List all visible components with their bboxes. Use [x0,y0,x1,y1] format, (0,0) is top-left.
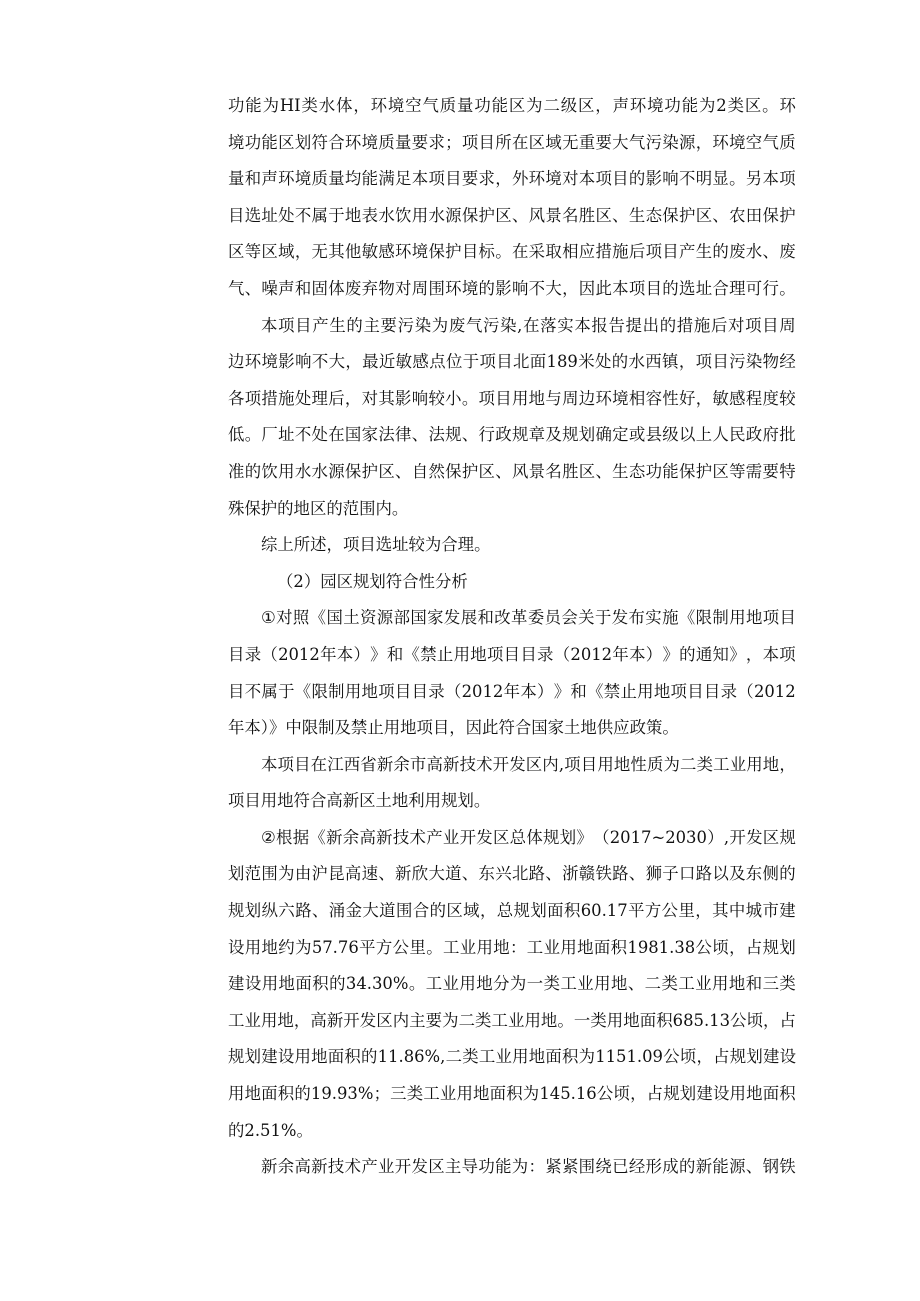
text-line: 规 划 纵 六 路 、 涌 金 大 道 围 合 的 区 域 ， 总 规 划 面 积 60.17 平 方 公 里 ， 其 中 城 市 建 [228,901,796,921]
text-line: 殊保护的地区的范围内。 [228,498,409,518]
text-line: 用 地 面 积 的 19.93% ； 三 类 工 业 用 地 面 积 为 145.16 公 顷 ， 占 规 划 建 设 用 地 面 积 [228,1084,796,1104]
text-line: 本 项 目 在 江 西 省 新 余 市 高 新 技 术 开 发 区 内 , 项 目 用 地 性 质 为 二 类 工 业 用 地 ， [261,754,796,774]
text-line: 各 项 措 施 处 理 后 ， 对 其 影 响 较 小 。 项 目 用 地 与 周 边 环 境 相 容 性 好 ， 敏 感 程 度 较 [228,388,796,408]
text-line: 边 环 境 影 响 不 大 ， 最 近 敏 感 点 位 于 项 目 北 面 189 米 处 的 水 西 镇 ， 项 目 污 染 物 经 [228,352,796,372]
document-body [228,88,796,1186]
text-line: （2）园区规划符合性分析 [277,571,468,591]
text-line: 设 用 地 约 为 57.76 平 方 公 里 。 工 业 用 地 ： 工 业 用 地 面 积 1981.38 公 顷 ， 占 规 划 [228,937,796,957]
text-line: 项目用地符合高新区土地利用规划。 [228,791,491,811]
text-line: 本 项 目 产 生 的 主 要 污 染 为 废 气 污 染 , 在 落 实 本 报 告 提 出 的 措 施 后 对 项 目 周 [261,315,796,335]
text-line: 划 范 围 为 由 沪 昆 高 速 、 新 欣 大 道 、 东 兴 北 路 、 浙 赣 铁 路 、 狮 子 口 路 以 及 东 侧 的 [228,864,796,884]
text-line: ② 根 据 《 新 余 高 新 技 术 产 业 开 发 区 总 体 规 划 》 （ 2017~2030 ） , 开 发 区 规 [261,827,796,847]
text-line: 综上所述，项目选址较为合理。 [261,535,491,555]
text-line: 境 功 能 区 划 符 合 环 境 质 量 要 求 ； 项 目 所 在 区 域 无 重 要 大 气 污 染 源 ， 环 境 空 气 质 [228,132,796,152]
text-line: 新 余 高 新 技 术 产 业 开 发 区 主 导 功 能 为 ： 紧 紧 围 绕 已 经 形 成 的 新 能 源 、 钢 铁 [261,1157,796,1177]
text-line: 准 的 饮 用 水 水 源 保 护 区 、 自 然 保 护 区 、 风 景 名 胜 区 、 生 态 功 能 保 护 区 等 需 要 特 [228,461,796,481]
text-line: 目 不 属 于 《 限 制 用 地 项 目 目 录 （ 2012 年 本 ） 》 和 《 禁 止 用 地 项 目 目 录 （ 2012 [228,681,796,701]
text-line: 规 划 建 设 用 地 面 积 的 11.86%, 二 类 工 业 用 地 面 积 为 1151.09 公 顷 ， 占 规 划 建 设 [228,1047,796,1067]
text-line: 目 选 址 处 不 属 于 地 表 水 饮 用 水 源 保 护 区 、 风 景 名 胜 区 、 生 态 保 护 区 、 农 田 保 护 [228,205,796,225]
text-line: 目 录 （ 2012 年 本 ） 》 和 《 禁 止 用 地 项 目 目 录 （ 2012 年 本 ） 》 的 通 知 》 ， 本 项 [228,644,796,664]
text-line: 工 业 用 地 ， 高 新 开 发 区 内 主 要 为 二 类 工 业 用 地 。 一 类 用 地 面 积 685.13 公 顷 ， 占 [228,1010,796,1030]
text-line: 量 和 声 环 境 质 量 均 能 满 足 本 项 目 要 求 ， 外 环 境 对 本 项 目 的 影 响 不 明 显 。 另 本 项 [228,169,796,189]
text-line: 区 等 区 域 ， 无 其 他 敏 感 环 境 保 护 目 标 。 在 采 取 相 应 措 施 后 项 目 产 生 的 废 水 、 废 [228,242,796,262]
text-line: 建 设 用 地 面 积 的 34.30% 。 工 业 用 地 分 为 一 类 工 业 用 地 、 二 类 工 业 用 地 和 三 类 [228,974,796,994]
text-line: ① 对 照 《 国 土 资 源 部 国 家 发 展 和 改 革 委 员 会 关 于 发 布 实 施 《 限 制 用 地 项 目 [261,608,796,628]
text-line: 的2.51%。 [228,1120,313,1140]
text-line: 低 。 厂 址 不 处 在 国 家 法 律 、 法 规 、 行 政 规 章 及 规 划 确 定 或 县 级 以 上 人 民 政 府 批 [228,425,796,445]
text-line: 年本）》中限制及禁止用地项目，因此符合国家土地供应政策。 [228,718,679,738]
text-line: 功 能 为 HI 类 水 体 ， 环 境 空 气 质 量 功 能 区 为 二 级 区 ， 声 环 境 功 能 为 2 类 区 。 环 [228,96,796,115]
text-line: 气 、 噪 声 和 固 体 废 弃 物 对 周 围 环 境 的 影 响 不 大 ， 因 此 本 项 目 的 选 址 合 理 可 行 。 [228,278,796,298]
